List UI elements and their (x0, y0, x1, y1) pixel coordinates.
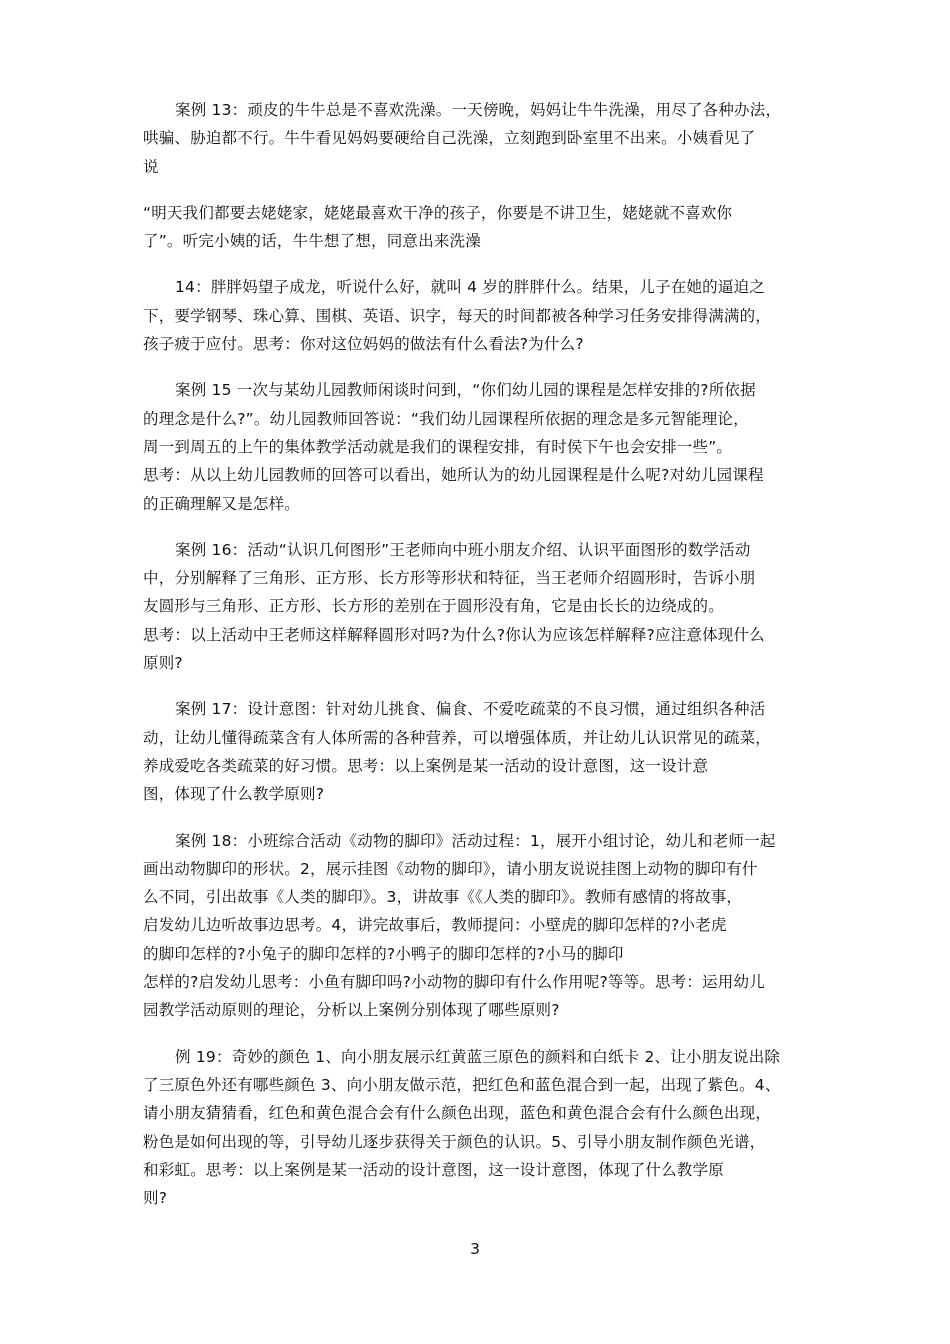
page-number: 3 (470, 1240, 480, 1258)
text-line: 了三原色外还有哪些颜色 3、向小朋友做示范，把红色和蓝色混合到一起，出现了紫色。4、 (143, 1075, 781, 1094)
text-line: 中，分别解释了三角形、正方形、长方形等形状和特征，当王老师介绍圆形时，告诉小朋 (143, 569, 756, 588)
text-line: 了”。听完小姨的话，牛牛想了想，同意出来洗澡 (143, 232, 481, 251)
text-line: 思考：从以上幼儿园教师的回答可以看出，她所认为的幼儿园课程是什么呢?对幼儿园课程 (143, 466, 764, 485)
paragraph-case-18 (143, 827, 833, 1025)
text-line: 的理念是什么?”。幼儿园教师回答说：“我们幼儿园课程所依据的理念是多元智能理论， (143, 409, 749, 428)
text-line: 画出动物脚印的形状。2，展示挂图《动物的脚印》，请小朋友说说挂图上动物的脚印有什 (143, 859, 758, 878)
text-line: 的正确理解又是怎样。 (143, 494, 301, 513)
paragraph-case-13-quote (143, 199, 833, 256)
text-line: 则? (143, 1189, 168, 1208)
text-line: 粉色是如何出现的等，引导幼儿逐步获得关于颜色的认识。5、引导小朋友制作颜色光谱， (143, 1132, 766, 1151)
text-line: 案例 18：小班综合活动《动物的脚印》活动过程：1，展开小组讨论，幼儿和老师一起 (175, 831, 776, 850)
paragraph-case-16 (143, 536, 833, 677)
text-line: 案例 16：活动“认识几何图形”王老师向中班小朋友介绍、认识平面图形的数学活动 (175, 540, 751, 559)
text-line: 图，体现了什么教学原则? (143, 785, 325, 804)
text-line: 孩子疲于应付。思考：你对这位妈妈的做法有什么看法?为什么? (143, 335, 584, 354)
text-line: 案例 17：设计意图：针对幼儿挑食、偏食、不爱吃疏菜的不良习惯，通过组织各种活 (175, 700, 766, 719)
text-line: 园教学活动原则的理论，分析以上案例分别体现了哪些原则? (143, 1001, 560, 1020)
paragraph-case-19 (143, 1043, 833, 1213)
text-line: 和彩虹。思考：以上案例是某一活动的设计意图，这一设计意图，体现了什么教学原 (143, 1160, 724, 1179)
paragraph-case-14 (143, 273, 833, 358)
text-line: 案例 15 一次与某幼儿园教师闲谈时问到，“你们幼儿园的课程是怎样安排的?所依据 (175, 381, 756, 400)
text-line: 养成爱吃各类疏菜的好习惯。思考：以上案例是某一活动的设计意图，这一设计意 (143, 756, 709, 775)
text-line: 请小朋友猜猜看，红色和黄色混合会有什么颜色出现，蓝色和黄色混合会有什么颜色出现， (143, 1104, 772, 1123)
text-line: 周一到周五的上午的集体教学活动就是我们的课程安排，有时侯下午也会安排一些”。 (143, 437, 733, 456)
text-line: 14：胖胖妈望子成龙，听说什么好，就叫 4 岁的胖胖什么。结果，儿子在她的逼迫之 (175, 278, 765, 297)
text-line: 例 19：奇妙的颜色 1、向小朋友展示红黄蓝三原色的颜料和白纸卡 2、让小朋友说出除 (175, 1047, 781, 1066)
text-line: 么不同，引出故事《人类的脚印》。3，讲故事《《人类的脚印》。教师有感情的将故事， (143, 888, 743, 907)
text-line: 哄骗、胁迫都不行。牛牛看见妈妈要硬给自己洗澡，立刻跑到卧室里不出来。小姨看见了 (143, 129, 756, 148)
text-line: 下，要学钢琴、珠心算、围棋、英语、识字，每天的时间都被各种学习任务安排得满满的， (143, 306, 772, 325)
text-line: 案例 13：顽皮的牛牛总是不喜欢洗澡。一天傍晚，妈妈让牛牛洗澡，用尽了各种办法， (175, 101, 782, 119)
text-line: 怎样的?启发幼儿思考：小鱼有脚印吗?小动物的脚印有什么作用呢?等等。思考：运用幼儿 (143, 973, 765, 992)
page-content (143, 96, 833, 1230)
paragraph-case-13 (143, 96, 833, 181)
text-line: 的脚印怎样的?小兔子的脚印怎样的?小鸭子的脚印怎样的?小马的脚印 (143, 944, 624, 963)
text-line: “明天我们都要去姥姥家，姥姥最喜欢干净的孩子，你要是不讲卫生，姥姥就不喜欢你 (143, 203, 733, 222)
paragraph-case-15 (143, 376, 833, 517)
text-line: 启发幼儿边听故事边思考。4，讲完故事后，教师提问：小壁虎的脚印怎样的?小老虎 (143, 916, 727, 935)
text-line: 友圆形与三角形、正方形、长方形的差别在于圆形没有角，它是由长长的边绕成的。 (143, 597, 724, 616)
text-line: 思考：以上活动中王老师这样解释圆形对吗?为什么?你认为应该怎样解释?应注意体现什么 (143, 625, 765, 644)
text-line: 动，让幼儿懂得疏菜含有人体所需的各种营养，可以增强体质，并让幼儿认识常见的疏菜， (143, 728, 772, 747)
text-line: 原则? (143, 654, 183, 673)
paragraph-case-17 (143, 695, 833, 808)
text-line: 说 (143, 157, 159, 176)
